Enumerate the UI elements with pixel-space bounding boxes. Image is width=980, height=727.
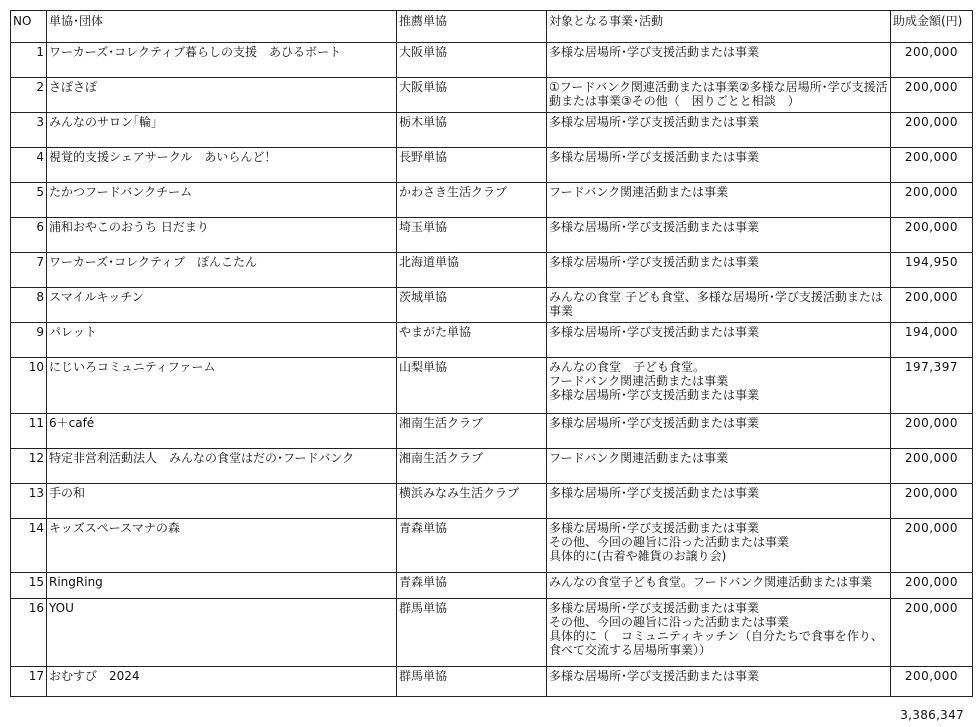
activity-cell [547, 484, 891, 519]
activity-line: 多様な居場所･学び支援活動または事業 [549, 601, 760, 615]
organization-name: YOU [47, 599, 397, 667]
row-number: 7 [11, 253, 47, 288]
activity-cell [547, 573, 891, 599]
recommender-coop: 埼玉単協 [397, 218, 547, 253]
row-number: 4 [11, 148, 47, 183]
activity-line: 具体的に（ コミュニティキッチン（自分たちで食事を作り、食べて交流する居場所事業）） [549, 629, 883, 657]
organization-name: ワーカーズ･コレクティブ暮らしの支援 あひるボート [47, 43, 397, 78]
table-row [11, 113, 973, 148]
organization-name: にじいろコミュニティファーム [47, 358, 397, 414]
header-name: 単協･団体 [47, 11, 397, 43]
activity-line: 多様な居場所･学び支援活動または事業 [549, 115, 760, 129]
grant-amount: 200,000 [891, 183, 973, 218]
recommender-coop: 群馬単協 [397, 599, 547, 667]
table-row [11, 449, 973, 484]
activity-cell [547, 449, 891, 484]
activity-cell [547, 667, 891, 697]
grant-amount: 200,000 [891, 414, 973, 449]
recommender-coop: 大阪単協 [397, 78, 547, 113]
grant-amount: 200,000 [891, 218, 973, 253]
row-number: 8 [11, 288, 47, 323]
row-number: 16 [11, 599, 47, 667]
table-row [11, 43, 973, 78]
grant-amount: 197,397 [891, 358, 973, 414]
row-number: 3 [11, 113, 47, 148]
table-row [11, 573, 973, 599]
grant-amount: 200,000 [891, 519, 973, 573]
activity-line: みんなの食堂子ども食堂。フードバンク関連活動または事業 [549, 575, 873, 589]
organization-name: たかつフードバンクチーム [47, 183, 397, 218]
table-row [11, 358, 973, 414]
activity-line: 多様な居場所･学び支援活動または事業 [549, 255, 760, 269]
activity-cell [547, 218, 891, 253]
organization-name: 手の和 [47, 484, 397, 519]
recommender-coop: 山梨単協 [397, 358, 547, 414]
organization-name: さぽさぽ [47, 78, 397, 113]
grant-amount: 200,000 [891, 449, 973, 484]
activity-line: 多様な居場所･学び支援活動または事業 [549, 669, 760, 683]
activity-line: 多様な居場所･学び支援活動または事業 [549, 220, 760, 234]
organization-name: 6＋café [47, 414, 397, 449]
recommender-coop: 群馬単協 [397, 667, 547, 697]
recommender-coop: 青森単協 [397, 573, 547, 599]
activity-cell [547, 148, 891, 183]
table-row [11, 667, 973, 697]
table-row [11, 484, 973, 519]
header-row [11, 11, 973, 43]
activity-line: 多様な居場所･学び支援活動または事業 [549, 45, 760, 59]
organization-name: おむすび 2024 [47, 667, 397, 697]
table-row [11, 253, 973, 288]
grant-amount: 200,000 [891, 484, 973, 519]
row-number: 1 [11, 43, 47, 78]
grant-amount: 200,000 [891, 599, 973, 667]
activity-line: みんなの食堂 子ども食堂。 [549, 360, 706, 374]
activity-line: 多様な居場所･学び支援活動または事業 [549, 325, 760, 339]
activity-line: 多様な居場所･学び支援活動または事業 [549, 486, 760, 500]
activity-cell [547, 599, 891, 667]
table-row [11, 148, 973, 183]
grant-amount: 194,950 [891, 253, 973, 288]
total-amount: 3,386,347 [900, 708, 964, 722]
activity-line: ①フードバンク関連活動または事業②多様な居場所･学び支援活動または事業③その他（ 困りごとと相談 ） [549, 80, 888, 108]
activity-line: フードバンク関連活動または事業 [549, 185, 729, 199]
activity-line: その他、今回の趣旨に沿った活動または事業 [549, 615, 790, 629]
organization-name: 浦和おやこのおうち 日だまり [47, 218, 397, 253]
recommender-coop: 長野単協 [397, 148, 547, 183]
row-number: 12 [11, 449, 47, 484]
activity-cell [547, 519, 891, 573]
recommender-coop: 青森単協 [397, 519, 547, 573]
row-number: 6 [11, 218, 47, 253]
row-number: 15 [11, 573, 47, 599]
activity-cell [547, 323, 891, 358]
header-amount: 助成金額(円) [891, 11, 973, 43]
activity-line: 多様な居場所･学び支援活動または事業 [549, 521, 760, 535]
organization-name: キッズスペースマナの森 [47, 519, 397, 573]
activity-line: フードバンク関連活動または事業 [549, 451, 729, 465]
row-number: 13 [11, 484, 47, 519]
activity-line: フードバンク関連活動または事業 [549, 374, 729, 388]
activity-cell [547, 78, 891, 113]
activity-cell [547, 414, 891, 449]
row-number: 2 [11, 78, 47, 113]
row-number: 14 [11, 519, 47, 573]
activity-cell [547, 288, 891, 323]
organization-name: 特定非営利活動法人 みんなの食堂はだの･フードバンク [47, 449, 397, 484]
header-recommender: 推薦単協 [397, 11, 547, 43]
activity-line: 多様な居場所･学び支援活動または事業 [549, 150, 760, 164]
grant-amount: 200,000 [891, 43, 973, 78]
table-row [11, 288, 973, 323]
table-row [11, 183, 973, 218]
activity-line: みんなの食堂 子ども食堂、多様な居場所･学び支援活動または事業 [549, 290, 883, 318]
activity-cell [547, 43, 891, 78]
header-no: NO [11, 11, 47, 43]
row-number: 11 [11, 414, 47, 449]
grant-amount: 194,000 [891, 323, 973, 358]
table-row [11, 78, 973, 113]
table-row [11, 218, 973, 253]
table-row [11, 519, 973, 573]
table-row [11, 414, 973, 449]
recommender-coop: かわさき生活クラブ [397, 183, 547, 218]
recommender-coop: 茨城単協 [397, 288, 547, 323]
activity-cell [547, 358, 891, 414]
recommender-coop: 北海道単協 [397, 253, 547, 288]
recommender-coop: 栃木単協 [397, 113, 547, 148]
grant-amount: 200,000 [891, 667, 973, 697]
activity-line: その他、今回の趣旨に沿った活動または事業 [549, 535, 790, 549]
activity-line: 具体的に(古着や雑貨のお譲り会) [549, 549, 727, 563]
organization-name: 視覚的支援シェアサークル あいらんど！ [47, 148, 397, 183]
organization-name: ワーカーズ･コレクティブ ぽんこたん [47, 253, 397, 288]
organization-name: パレット [47, 323, 397, 358]
grant-amount: 200,000 [891, 288, 973, 323]
organization-name: みんなのサロン｢輪｣ [47, 113, 397, 148]
activity-line: 多様な居場所･学び支援活動または事業 [549, 416, 760, 430]
recommender-coop: 湘南生活クラブ [397, 414, 547, 449]
recommender-coop: 大阪単協 [397, 43, 547, 78]
grant-amount: 200,000 [891, 148, 973, 183]
row-number: 9 [11, 323, 47, 358]
grant-amount: 200,000 [891, 78, 973, 113]
recommender-coop: 横浜みなみ生活クラブ [397, 484, 547, 519]
organization-name: RingRing [47, 573, 397, 599]
activity-cell [547, 183, 891, 218]
grant-amount: 200,000 [891, 113, 973, 148]
table-row [11, 599, 973, 667]
recommender-coop: 湘南生活クラブ [397, 449, 547, 484]
row-number: 10 [11, 358, 47, 414]
grant-table [10, 10, 973, 697]
row-number: 17 [11, 667, 47, 697]
recommender-coop: やまがた単協 [397, 323, 547, 358]
activity-cell [547, 253, 891, 288]
row-number: 5 [11, 183, 47, 218]
table-row [11, 323, 973, 358]
organization-name: スマイルキッチン [47, 288, 397, 323]
activity-cell [547, 113, 891, 148]
header-activity: 対象となる事業･活動 [547, 11, 891, 43]
activity-line: 多様な居場所･学び支援活動または事業 [549, 388, 760, 402]
grant-amount: 200,000 [891, 573, 973, 599]
